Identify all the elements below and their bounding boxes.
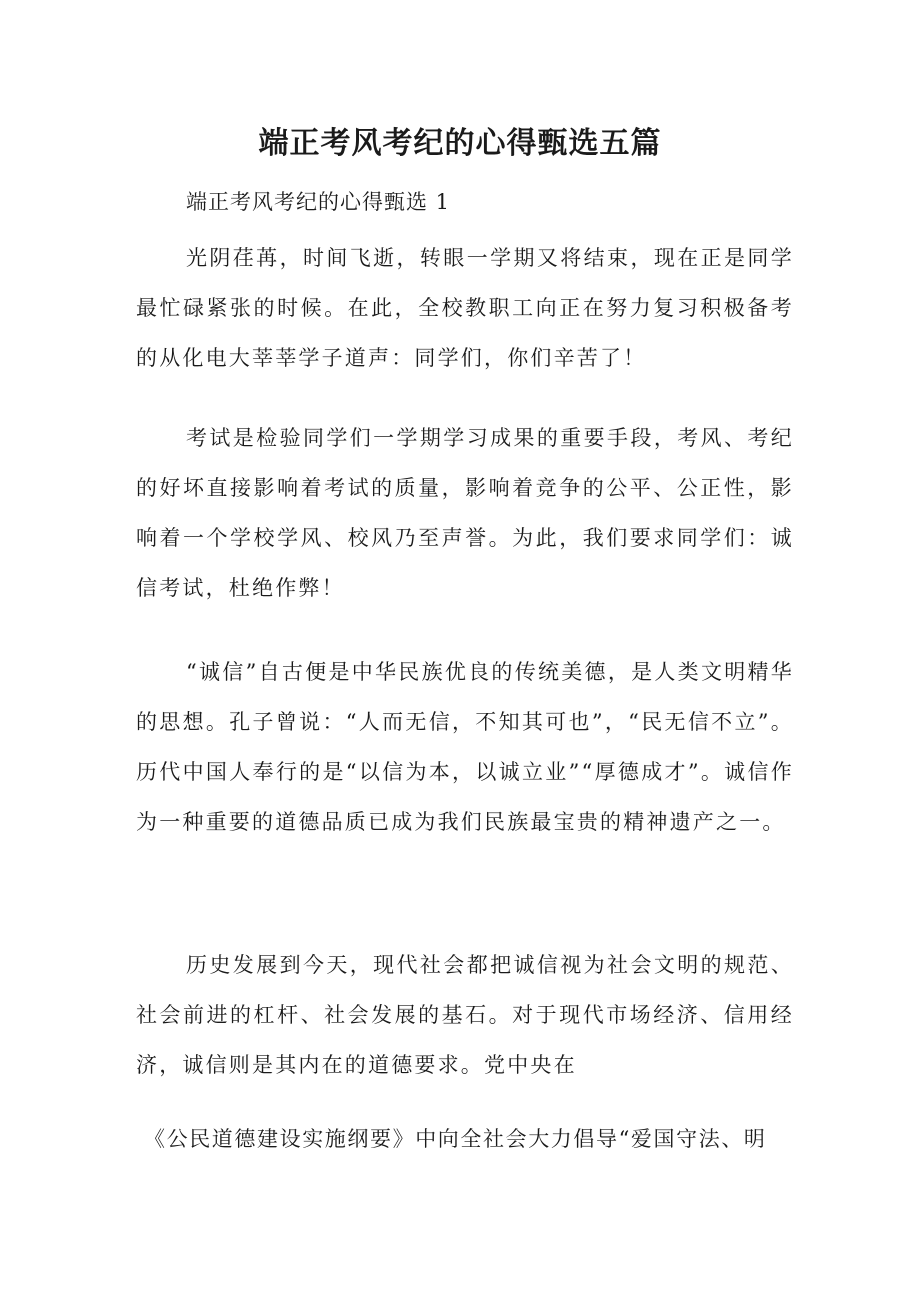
paragraph-1: 光阴荏苒，时间飞逝，转眼一学期又将结束，现在正是同学最忙碌紧张的时候。在此，全校教职工向正在努力复习积极备考的从化电大莘莘学子道声：同学们，你们辛苦了！: [136, 246, 794, 370]
paragraph-3: “诚信”自古便是中华民族优良的传统美德，是人类文明精华的思想。孔子曾说：“人而无信，不知其可也”，“民无信不立”。历代中国人奉行的是“以信为本，以诚立业”“厚德成才”。诚信作为一种重要的道德品质已成为我们民族最宝贵的精神遗产之一。: [136, 660, 794, 834]
paragraph-5: 《公民道德建设实施纲要》中向全社会大力倡导“爱国守法、明: [144, 1127, 767, 1151]
paragraph-4: 历史发展到今天，现代社会都把诚信视为社会文明的规范、社会前进的杠杆、社会发展的基石。对于现代市场经济、信用经济，诚信则是其内在的道德要求。党中央在: [136, 953, 794, 1077]
section-heading: 端正考风考纪的心得甄选 1: [186, 190, 451, 214]
paragraph-2: 考试是检验同学们一学期学习成果的重要手段，考风、考纪的好坏直接影响着考试的质量，影响着竞争的公平、公正性，影响着一个学校学风、校风乃至声誉。为此，我们要求同学们：诚信考试，杜绝作弊！: [136, 426, 794, 600]
document-title: 端正考风考纪的心得甄选五篇: [258, 126, 662, 161]
